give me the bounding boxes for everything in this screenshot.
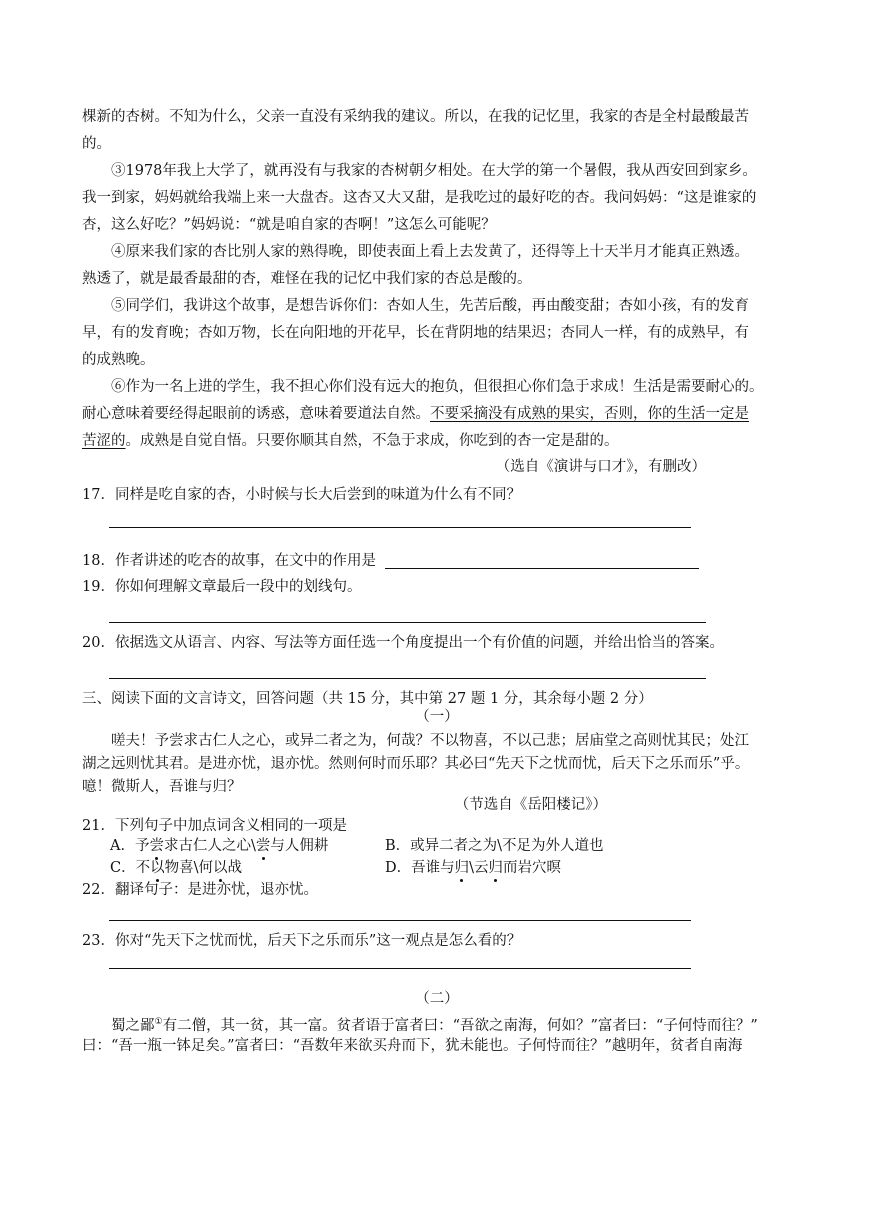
question-17: 17．同样是吃自家的杏，小时候与长大后尝到的味道为什么有不同？ [82,487,521,503]
passage-paragraph-4: ④原来我们家的杏比别人家的熟得晚，即使表面上看上去发黄了，还得等上十天半月才能真正熟透。 [111,244,749,260]
passage-line: 我一到家，妈妈就给我端上来一大盘杏。这杏又大又甜，是我吃过的最好吃的杏。我问妈妈：“这是谁家的 [82,190,757,206]
dotted-word: 归 [454,860,470,876]
question-23: 23．你对“先天下之忧而忧，后天下之乐而乐”这一观点是怎么看的？ [82,933,522,949]
dotted-word: 尝 [255,838,271,854]
option-b[interactable]: B．或异二者之为\不足为外人道也 [385,838,604,854]
passage-source: （选自《演讲与口才》，有删改） [495,459,706,475]
question-22: 22．翻译句子：是进亦忧，退亦忧。 [82,882,318,898]
part-label: （二） [415,991,459,1007]
answer-line[interactable] [385,568,699,569]
passage-paragraph-6: ⑥作为一名上进的学生，我不担心你们没有远大的抱负，但很担心你们急于求成！生活是需要耐心的。 [111,379,764,395]
underlined-sentence: 不要采摘没有成熟的果实，否则，你的生活一定是 [430,406,749,422]
question-21: 21．下列句子中加点词含义相同的一项是 [82,818,347,834]
dotted-word: 以 [213,860,228,876]
question-19: 19．你如何理解文章最后一段中的划线句。 [82,579,362,595]
question-18: 18．作者讲述的吃杏的故事，在文中的作用是 [82,553,376,569]
classical-text-line: 蜀之鄙①有二僧，其一贫，其一富。贫者语于富者曰：“吾欲之南海，何如？”富者曰：“子何恃而往？” [111,1017,758,1034]
answer-line[interactable] [109,920,691,921]
passage-paragraph-3: ③1978年我上大学了，就再没有与我家的杏树朝夕相处。在大学的第一个暑假，我从西安回到家乡。 [111,163,757,179]
answer-line[interactable] [109,968,691,969]
passage-line [82,431,792,451]
footnote-marker: ① [154,1017,163,1027]
classical-text-line: 嗟夫！予尝求古仁人之心，或异二者之为，何哉？不以物喜，不以己悲；居庙堂之高则忧其民；处江 [111,733,749,749]
passage-line: 早，有的发育晚；杏如万物，长在向阳地的开花早，长在背阴地的结果迟；杏同人一样，有的成熟早，有 [82,325,749,341]
underlined-sentence: 苦涩的 [82,433,126,449]
option-a[interactable]: A．予尝求古仁人之心\尝与人佣耕 [110,838,329,854]
answer-line[interactable] [109,622,706,623]
option-c[interactable]: C．不以物喜\何以战 [110,860,242,876]
part-label: （一） [415,709,459,725]
classical-source: （节选自《岳阳楼记》） [454,797,607,813]
passage-line: 杏，这么好吃？”妈妈说：“就是咱自家的杏啊！”这怎么可能呢？ [82,217,496,233]
classical-text-line: 湖之远则忧其君。是进亦忧，退亦忧。然则何时而乐耶？其必曰“先天下之忧而忧，后天下之乐而乐”乎。 [82,756,750,772]
passage-line: 的。 [82,136,111,152]
option-d[interactable]: D．吾谁与归\云归而岩穴暝 [385,860,562,876]
dotted-word: 以 [150,860,165,876]
section-heading: 三、阅读下面的文言诗文，回答问题（共 15 分，其中第 27 题 1 分，其余每小题 2 分） [82,691,653,707]
passage-text: 耐心意味着要经得起眼前的诱惑，意味着要道法自然。 [82,406,430,422]
answer-line[interactable] [109,678,706,679]
passage-paragraph-5: ⑤同学们，我讲这个故事，是想告诉你们：杏如人生，先苦后酸，再由酸变甜；杏如小孩，有的发育 [111,298,749,314]
passage-line: 的成熟晚。 [82,352,155,368]
passage-line: 棵新的杏树。不知为什么，父亲一直没有采纳我的建议。所以，在我的记忆里，我家的杏是全村最酸最苦 [82,109,749,125]
dotted-word: 归 [488,860,504,876]
question-20: 20．依据选文从语言、内容、写法等方面任选一个角度提出一个有价值的问题，并给出恰当的答案。 [82,635,724,651]
dotted-word: 尝 [149,838,164,854]
passage-text: 。成熟是自觉自悟。只要你顺其自然，不急于求成，你吃到的杏一定是甜的。 [125,433,619,449]
classical-text-line: 曰：“吾一瓶一钵足矣。”富者曰：“吾数年来欲买舟而下，犹未能也。子何恃而往？”越明年，贫者自南海 [82,1038,743,1054]
passage-line: 熟透了，就是最香最甜的杏，难怪在我的记忆中我们家的杏总是酸的。 [82,271,532,287]
classical-text-line: 噫！微斯人，吾谁与归？ [82,779,242,795]
answer-line[interactable] [109,527,691,528]
passage-line [82,404,792,424]
